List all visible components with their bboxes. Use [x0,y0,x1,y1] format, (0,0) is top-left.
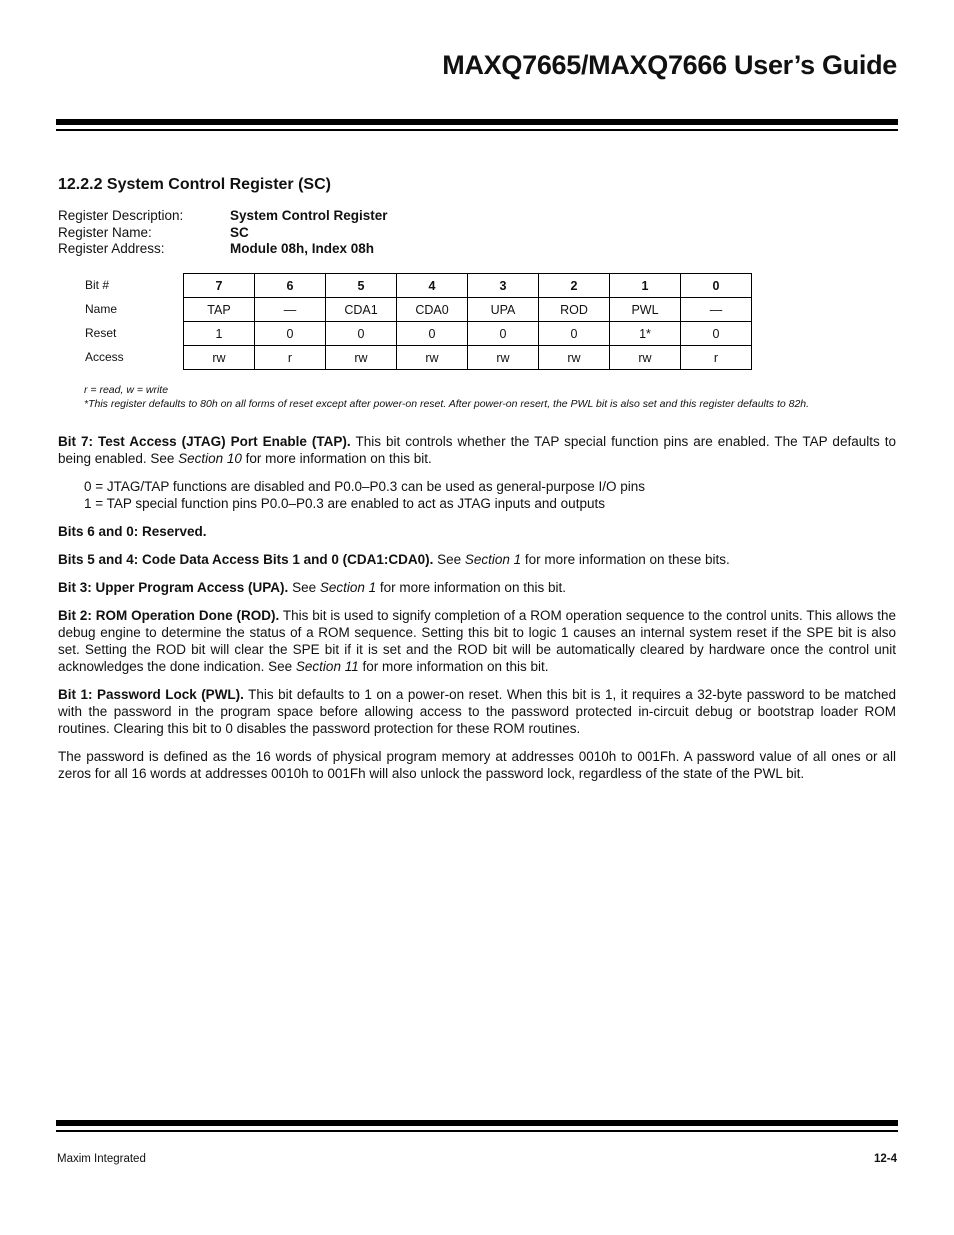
bit-access-cell: rw [539,346,610,370]
footer-page-number: 12-4 [873,1153,897,1165]
bit1-heading: Bit 1: Password Lock (PWL). [58,687,244,702]
bit-number-cell: 0 [681,274,752,298]
row-label-access: Access [85,350,124,364]
bit-reset-cell: 0 [468,322,539,346]
bit-number-cell: 6 [255,274,326,298]
bit3-text: See [288,580,320,595]
bit-name-cell: ROD [539,298,610,322]
bit7-options [84,478,896,512]
register-description-row [58,208,388,225]
bit3-paragraph [58,579,896,596]
bit-reset-cell: 1 [184,322,255,346]
register-description-label: Register Description: [58,208,184,223]
bit-number-cell: 1 [610,274,681,298]
register-address-label: Register Address: [58,241,165,256]
bit-number-cell: 2 [539,274,610,298]
row-label-name: Name [85,302,118,316]
bit7-heading: Bit 7: Test Access (JTAG) Port Enable (TAP). [58,434,351,449]
bit-name-cell: CDA1 [326,298,397,322]
bit-reset-cell: 0 [539,322,610,346]
bit-access-cell: r [681,346,752,370]
header-rule-thick [56,119,898,125]
bits60-heading: Bits 6 and 0: Reserved. [58,524,207,539]
reset-footnote: *This register defaults to 80h on all forms of reset except after power-on reset. After power-on resert, the PWL bit is also set and this register defaults to 82h. [84,398,810,410]
bit7-section-ref: Section 10 [178,451,242,466]
bit2-paragraph [58,607,896,675]
page-header-title: MAXQ7665/MAXQ7666 User’s Guide [442,50,897,80]
bit-access-cell: rw [184,346,255,370]
bit2-text: This bit is used to signify completion of a ROM operation sequence to the control units. This allows the debug engine to determine the status of a ROM sequence. Setting this bit to logic 1 causes an internal system reset if the SPE bit is also set. Setting the ROD bit will clear the SPE bit if it is set and the ROD bit will be automatically cleared by hardware once the control unit acknowledges the done indication. See [58,608,896,674]
row-label-bit: Bit # [85,278,110,292]
bit2-section-ref: Section 11 [295,659,359,674]
bit-name-cell: UPA [468,298,539,322]
bit-reset-cell: 0 [397,322,468,346]
footer-rule-thin [56,1130,898,1132]
bit-access-cell: r [255,346,326,370]
bit-number-cell: 3 [468,274,539,298]
table-notes [84,383,809,411]
bit-name-cell: — [255,298,326,322]
bit2-heading: Bit 2: ROM Operation Done (ROD). [58,608,280,623]
bit-name-cell: CDA0 [397,298,468,322]
bits60-paragraph [58,523,896,540]
bit1-text: This bit defaults to 1 on a power-on reset. When this bit is 1, it requires a 32-byte password to be matched with the password in the program space before allowing access to the password protected in-circuit debug or bootstrap loader ROM routines. Clearing this bit to 0 disables the password protection for these ROM routines. [58,687,896,736]
bit-name-cell: PWL [610,298,681,322]
row-label-reset: Reset [85,326,117,340]
register-name-row [58,225,388,242]
register-name-label: Register Name: [58,224,152,240]
bit7-text: This bit controls whether the TAP special function pins are enabled. The TAP defaults to being enabled. See [58,434,896,466]
register-bit-table [183,273,752,370]
bit-name-cell: — [681,298,752,322]
bit-number-cell: 5 [326,274,397,298]
register-address-value: Module 08h, Index 08h [230,241,375,256]
body-text [58,433,896,793]
section-title: 12.2.2 System Control Register (SC) [58,176,331,193]
bit7-option-0: 0 = JTAG/TAP functions are disabled and P0.0–P0.3 can be used as general-purpose I/O pins [84,479,645,494]
bit2-text-end: for more information on this bit. [358,659,549,674]
bits54-text: See [433,552,465,567]
access-legend: r = read, w = write [84,384,169,396]
bits54-text-end: for more information on these bits. [521,552,730,567]
bit3-text-end: for more information on this bit. [376,580,566,595]
bit-access-cell: rw [397,346,468,370]
register-address-row [58,241,388,258]
bit-access-cell: rw [326,346,397,370]
bit-table-row-labels [85,273,124,369]
bit-reset-row [184,322,752,346]
bit1-paragraph [58,686,896,737]
bits54-heading: Bits 5 and 4: Code Data Access Bits 1 and 0 (CDA1:CDA0). [58,552,434,567]
footer-company: Maxim Integrated [57,1153,146,1165]
bit-name-row [184,298,752,322]
header-rule-thin [56,129,898,131]
bit-number-row [184,274,752,298]
bit-access-cell: rw [610,346,681,370]
bit-number-cell: 4 [397,274,468,298]
footer-rule-thick [56,1120,898,1126]
bit-access-row [184,346,752,370]
bit-name-cell: TAP [184,298,255,322]
bit7-text-end: for more information on this bit. [241,451,432,466]
bit7-option-1: 1 = TAP special function pins P0.0–P0.3 are enabled to act as JTAG inputs and outputs [84,496,605,511]
bit-number-cell: 7 [184,274,255,298]
bit-reset-cell: 1* [610,322,681,346]
bit-access-cell: rw [468,346,539,370]
register-description-block [58,208,388,258]
register-description-value: System Control Register [230,208,388,223]
register-name-value: SC [230,224,249,240]
bit3-section-ref: Section 1 [319,580,377,595]
password-paragraph: The password is defined as the 16 words of physical program memory at addresses 0010h to 001Fh. A password value of all ones or all zeros for all 16 words at addresses 0010h to 001Fh will also unlock the password lock, regardless of the state of the PWL bit. [58,749,896,781]
bit-reset-cell: 0 [255,322,326,346]
bit-reset-cell: 0 [681,322,752,346]
bits54-section-ref: Section 1 [464,552,522,567]
bit-reset-cell: 0 [326,322,397,346]
bits54-paragraph [58,551,896,568]
bit7-paragraph [58,433,896,467]
bit3-heading: Bit 3: Upper Program Access (UPA). [58,580,289,595]
